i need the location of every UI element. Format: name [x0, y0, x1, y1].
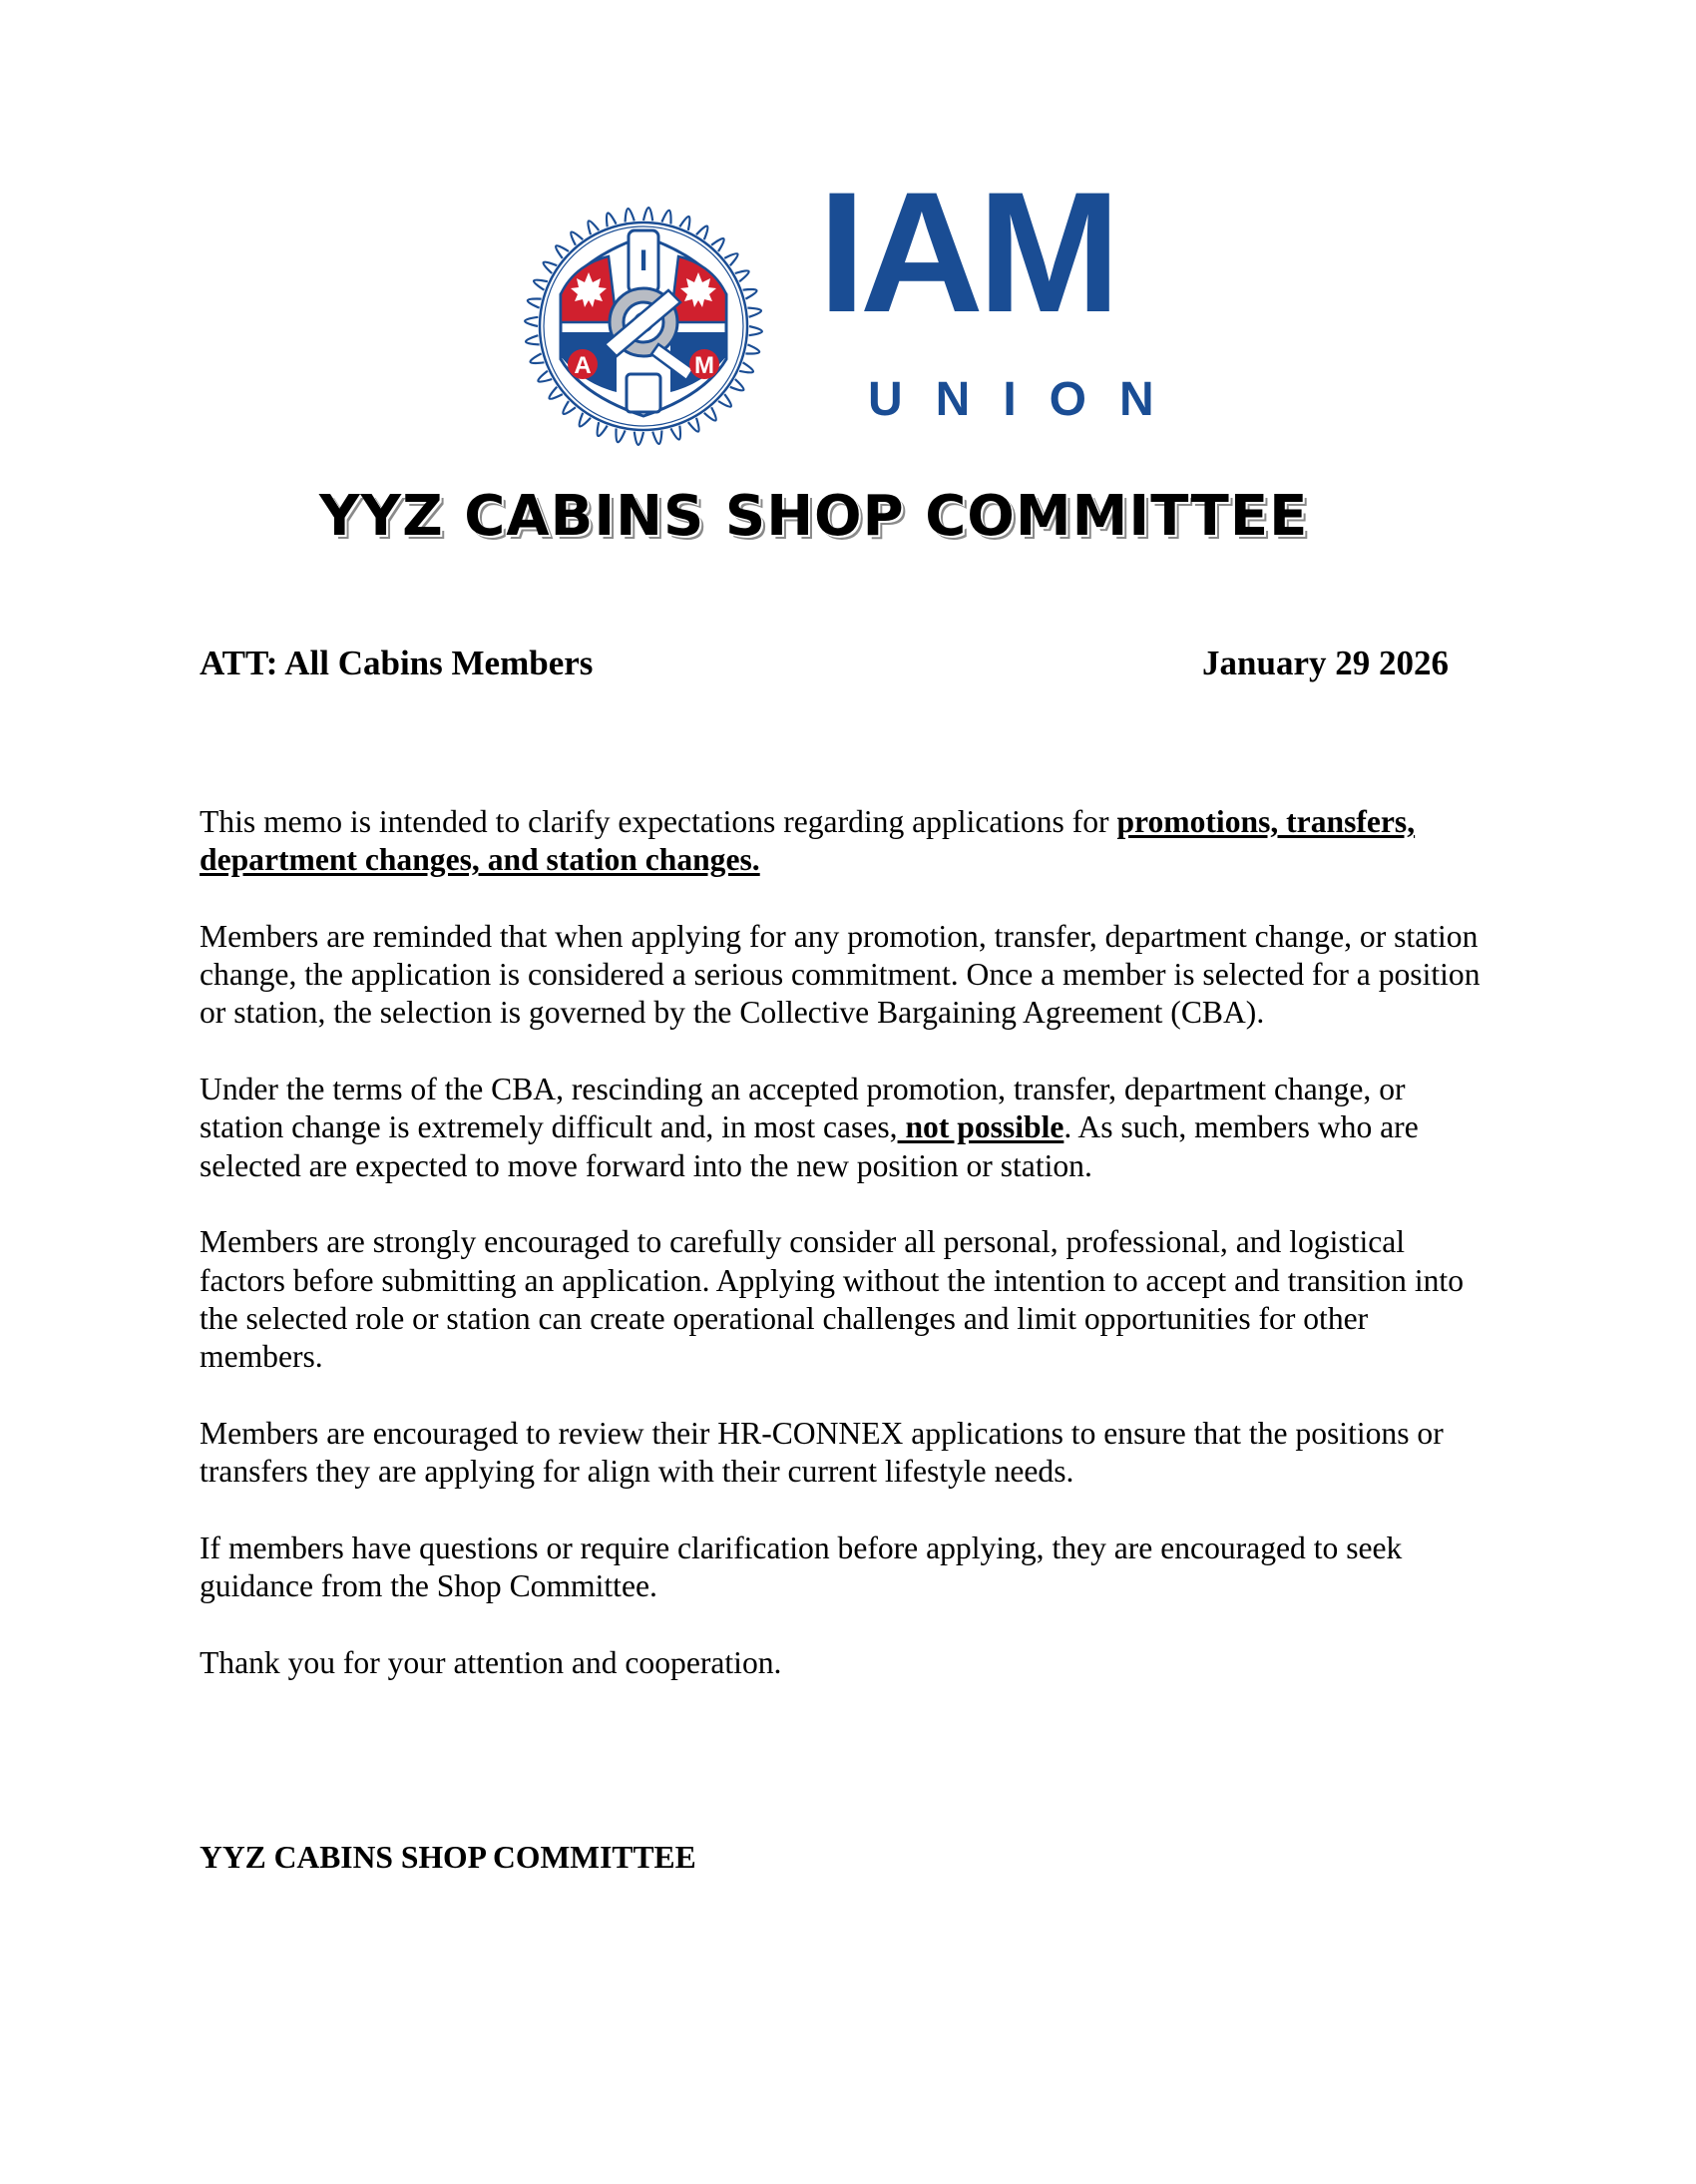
- memo-header: [200, 642, 1457, 685]
- emblem-letter-m: M: [694, 352, 714, 379]
- attention-line: ATT: All Cabins Members: [200, 644, 594, 682]
- iam-wordmark: [818, 157, 1197, 454]
- cba-text-before: Under the terms of the CBA, rescinding an accepted promotion, transfer, department change, or station change is extremely difficult and, in most cases,: [200, 1072, 1406, 1145]
- paragraph-hr-connex: Members are encouraged to review their HR-CONNEX applications to ensure that the positions or transfers they are applying for align with their current lifestyle needs.: [200, 1415, 1444, 1490]
- cba-text-after: . As such, members who are selected are expected to move forward into the new position or station.: [200, 1109, 1419, 1183]
- paragraph-commitment: Members are reminded that when applying for any promotion, transfer, department change, or station change, the application is considered a serious commitment. Once a member is selected for a position or station, the selection is governed by the Collective Bargaining Agreement (CBA).: [200, 918, 1481, 1031]
- committee-banner-title: YYZ CABINS SHOP COMMITTEE: [319, 484, 1309, 549]
- paragraph-thanks: Thank you for your attention and cooperation.: [200, 1644, 782, 1680]
- memo-body: [200, 803, 1496, 1720]
- not-possible-emphasis: not possible: [897, 1109, 1064, 1145]
- emblem-letter-i: I: [638, 244, 648, 277]
- memo-date: January 29 2026: [1202, 644, 1449, 682]
- wordmark-iam: IAM: [818, 157, 1115, 348]
- intro-text: This memo is intended to clarify expectations regarding applications for: [200, 804, 1117, 839]
- signature: YYZ CABINS SHOP COMMITTEE: [200, 1840, 696, 1875]
- iam-gear-emblem: [509, 195, 778, 459]
- paragraph-cba-terms: [200, 1071, 1496, 1185]
- wordmark-union: UNION: [868, 373, 1187, 426]
- paragraph-questions: If members have questions or require clarification before applying, they are encouraged to seek guidance from the Shop Committee.: [200, 1529, 1403, 1603]
- iam-union-logo: [509, 157, 1197, 459]
- emblem-letter-a: A: [574, 352, 592, 379]
- paragraph-intro: [200, 803, 1496, 880]
- paragraph-consider-factors: Members are strongly encouraged to carefully consider all personal, professional, and logistical factors before submitting an application. Applying without the intention to accept and transition into the selected role or station can create operational challenges and limit opportunities for other members.: [200, 1224, 1464, 1375]
- intro-emphasis: promotions, transfers, department changes, and station changes.: [200, 804, 1416, 878]
